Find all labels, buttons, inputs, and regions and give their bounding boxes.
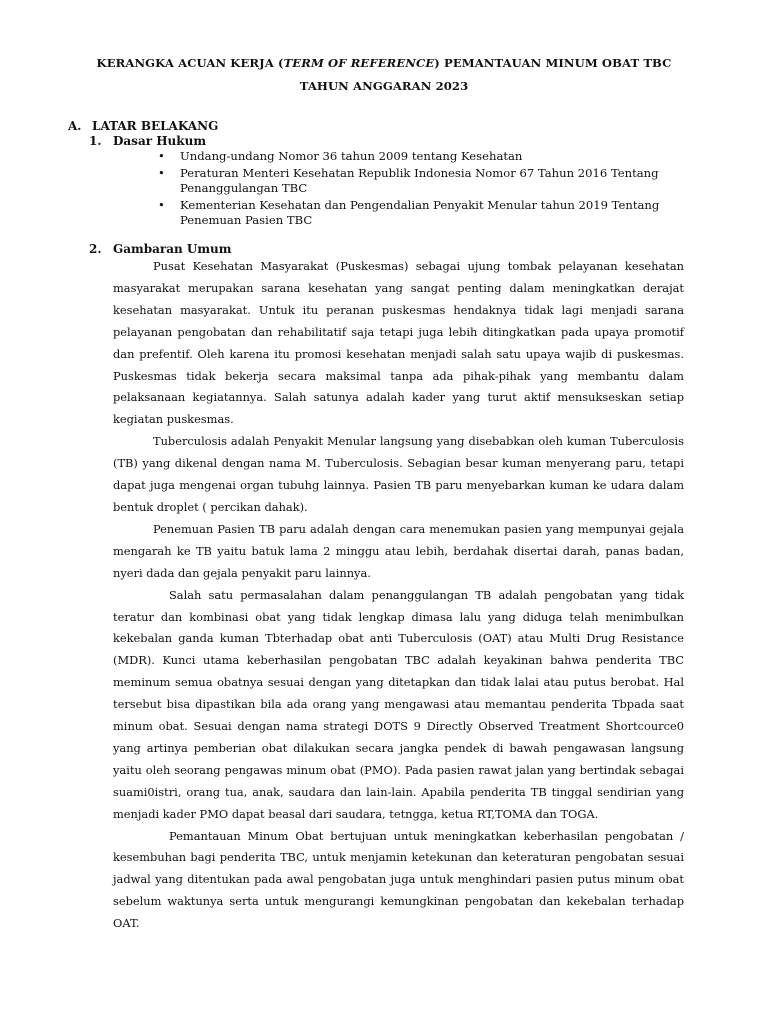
title-prefix: KERANGKA ACUAN KERJA ( — [96, 56, 284, 70]
paragraph: Tuberculosis adalah Penyakit Menular langsung yang disebabkan oleh kuman Tuberculosis (TB) yang dikenal dengan nama M. Tuberculosis. Sebagian besar kuman menyerang paru, tetapi dapat juga mengenai organ tubuhg lainnya. Pasien TB paru menyebarkan kuman ke udara dalam bentuk droplet ( percikan dahak). — [113, 434, 684, 514]
legal-basis-list — [156, 149, 696, 230]
general-overview-body — [113, 256, 684, 935]
paragraph: Pemantauan Minum Obat bertujuan untuk meningkatkan keberhasilan pengobatan / kesembuhan bagi penderita TBC, untuk menjamin ketekunan dan keteraturan pengobatan sesuai jadwal yang ditentukan pada awal pengobatan juga untuk menghindari pasien putus minum obat sebelum waktunya serta untuk mengurangi kemungkinan pengobatan dan kekebalan terhadap OAT. — [113, 828, 684, 931]
section-a-number: A. — [68, 119, 82, 133]
subsection-2-heading — [89, 242, 231, 256]
paragraph: Pusat Kesehatan Masyarakat (Puskesmas) sebagai ujung tombak pelayanan kesehatan masyarakat merupakan sarana kesehatan yang sangat penting dalam meningkatkan derajat kesehatan masyarakat. Untuk itu peranan puskesmas hendaknya tidak lagi menjadi sarana pelayanan pengobatan dan rehabilitatif saja tetapi juga lebih ditingkatkan pada upaya promotif dan prefentif. Oleh karena itu promosi kesehatan menjadi salah satu upaya wajib di puskesmas. Puskesmas tidak bekerja secara maksimal tanpa ada pihak-pihak yang membantu dalam pelaksanaan kegiatannya. Salah satunya adalah kader yang turut aktif mensukseskan setiap kegiatan puskesmas. — [113, 259, 684, 427]
document-title-line-2: TAHUN ANGGARAN 2023 — [299, 79, 469, 93]
section-a-label: LATAR BELAKANG — [92, 119, 219, 133]
paragraph: Salah satu permasalahan dalam penanggulangan TB adalah pengobatan yang tidak teratur dan kombinasi obat yang tidak lengkap dimasa lalu yang diduga telah menimbulkan kekebalan ganda kuman Tbterhadap obat anti Tuberculosis (OAT) atau Multi Drug Resistance (MDR). Kunci utama keberhasilan pengobatan TBC adalah keyakinan bahwa penderita TBC meminum semua obatnya sesuai dengan yang ditetapkan dan tidak lalai atau putus berobat. Hal tersebut bisa dipastikan bila ada orang yang mengawasi atau memantau penderita Tbpada saat minum obat. Sesuai dengan nama strategi DOTS 9 Directly Observed Treatment Shortcource0 yang artinya pemberian obat dilakukan secara jangka pendek di bawah pengawasan langsung yaitu oleh seorang pengawas minum obat (PMO). Pada pasien rawat jalan yang bertindak sebagai suami0istri, orang tua, anak, saudara dan lain-lain. Apabila penderita TB tinggal sendirian yang menjadi kader PMO dapat beasal dari saudara, tetngga, ketua RT,TOMA dan TOGA. — [113, 587, 684, 821]
list-item: • Kementerian Kesehatan dan Pengendalian Penyakit Menular tahun 2019 Tentang Penemuan Pasien TBC — [156, 198, 696, 228]
subsection-2-number: 2. — [89, 242, 102, 256]
list-item: • Peraturan Menteri Kesehatan Republik Indonesia Nomor 67 Tahun 2016 Tentang Penanggulangan TBC — [156, 166, 696, 196]
subsection-1-number: 1. — [89, 134, 102, 148]
subsection-1-label: Dasar Hukum — [113, 134, 207, 148]
document-title-line-1 — [40, 56, 728, 70]
section-a-heading — [68, 119, 218, 133]
title-suffix: ) PEMANTAUAN MINUM OBAT TBC — [434, 56, 672, 70]
subsection-2-label: Gambaran Umum — [113, 242, 232, 256]
list-item: • Undang-undang Nomor 36 tahun 2009 tentang Kesehatan — [156, 149, 696, 164]
paragraph: Penemuan Pasien TB paru adalah dengan cara menemukan pasien yang mempunyai gejala mengarah ke TB yaitu batuk lama 2 minggu atau lebih, berdahak disertai darah, panas badan, nyeri dada dan gejala penyakit paru lainnya. — [113, 521, 684, 580]
subsection-1-heading — [89, 134, 206, 148]
title-italic: TERM OF REFERENCE — [283, 56, 435, 70]
